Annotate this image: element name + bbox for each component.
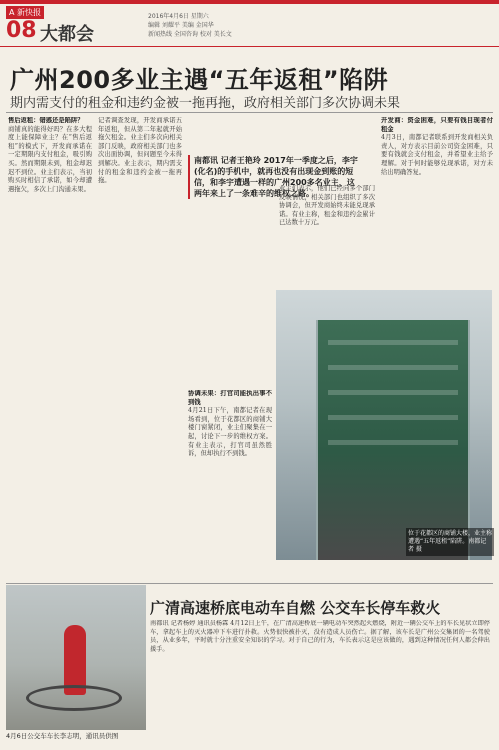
column-1-text: 商铺真的能得好吗？在多大程度上能保障业主？在“售后返租”的模式下，开发商承诺在一定期限内支付租金，吸引购买。然而期限未到，租金却迟迟不到位。业主们表示，当初购买时相信了承诺，如今却遭遇拖欠，多次上门沟通未果。: [8, 125, 92, 193]
window-row: [328, 365, 458, 370]
meta-date: 2016年4月6日 星期六: [148, 13, 209, 20]
masthead-meta: [148, 12, 232, 39]
lead-quote: 南都讯 记者王艳玲 2017年一季度之后，李宇(化名)的手机中，就再也没有出现金到账的短信，和李宇遭遇一样的广州200多名业主，这两年来上了一条难辛的维权之路。: [188, 155, 362, 199]
column-3b-text: 4月21日下午，南都记者在现场看到，位于花都区的商铺大楼门窗紧闭，业主们聚集在一起，讨论下一步的维权方案。有业主表示，打官司虽然胜诉，但却执行不到钱。: [188, 407, 272, 458]
page-number: 08: [6, 18, 37, 43]
window-row: [328, 440, 458, 445]
newspaper-logo: A 新快报: [6, 6, 44, 19]
scooter-image: [26, 685, 122, 711]
meta-hotline: 新闻热线 全国咨询 校对 美长文: [148, 31, 232, 38]
article-column-3b: [188, 390, 272, 565]
divider: [6, 112, 493, 113]
building-photo-caption: 位于花都区的商铺大楼，业主称遭遇“五年返租”陷阱。南都记者 摄: [406, 528, 494, 556]
section-title: 大都会: [40, 24, 94, 45]
window-row: [328, 340, 458, 345]
column-3b-heading: 协调未果：打官司能执出事不到钱: [188, 390, 272, 406]
bus-driver-photo: [6, 585, 146, 730]
window-row: [328, 390, 458, 395]
article-subhead: 期内需支付的租金和违约金被一拖再拖，政府相关部门多次协调未果: [10, 96, 401, 111]
article-column-5: [381, 117, 493, 277]
meta-editor: 编辑 刘耀平 美编 金国华: [148, 22, 214, 29]
column-4-text: 业主们表示，他们已经向多个部门反映情况，相关部门也组织了多次协调会，但开发商始终未能兑现承诺。有业主称，租金和违约金累计已达数十万元。: [279, 185, 375, 227]
building-photo: [276, 290, 492, 560]
building-image: [316, 320, 470, 560]
masthead: [0, 4, 499, 47]
column-5-heading: 开发商：资金困难，只要有钱目现者付租金: [381, 117, 493, 133]
column-1-heading: 售后返租：错惑还是陷阱？: [8, 117, 84, 124]
window-row: [328, 415, 458, 420]
column-2-text: 记者调查发现，开发商承诺五年返租，但从第二年起就开始拖欠租金。业主们多次向相关部门反映，政府相关部门也多次出面协调，但问题至今未得到解决。业主表示，期内需支付的租金和违约金被一拖再拖。: [98, 117, 182, 185]
column-5-text: 4月3日，南都记者联系到开发商相关负责人，对方表示目前公司资金困难，只要有钱就会支付租金，并希望业主给予理解。对于何时能够兑现承诺，对方未给出明确答复。: [381, 134, 493, 176]
article-headline: 广州200多业主遇“五年返租”陷阱: [10, 66, 389, 94]
divider: [6, 583, 493, 584]
second-article-headline: 广清高速桥底电动车自燃 公交车长停车救火: [150, 599, 441, 617]
article-column-4: [279, 185, 375, 285]
second-article-body: 南都讯 记者杨婷 通讯员杨霖 4月12日上午，在广清高速桥底一辆电动车突然起火燃烧，附近一辆公交车上的车长见状立即停车，拿起车上的灭火器冲下车进行扑救。火势很快被扑灭，没有造成人员伤亡。据了解，该车长是广州公交集团的一名驾驶员，从业多年，平时就十分注重安全知识的学习。对于自己的行为，车长表示这是应该做的，遇到这种情况任何人都会伸出援手。: [150, 620, 490, 653]
bus-driver-photo-caption: 4月6日公交车车长李志明，通讯员供图: [6, 732, 119, 740]
